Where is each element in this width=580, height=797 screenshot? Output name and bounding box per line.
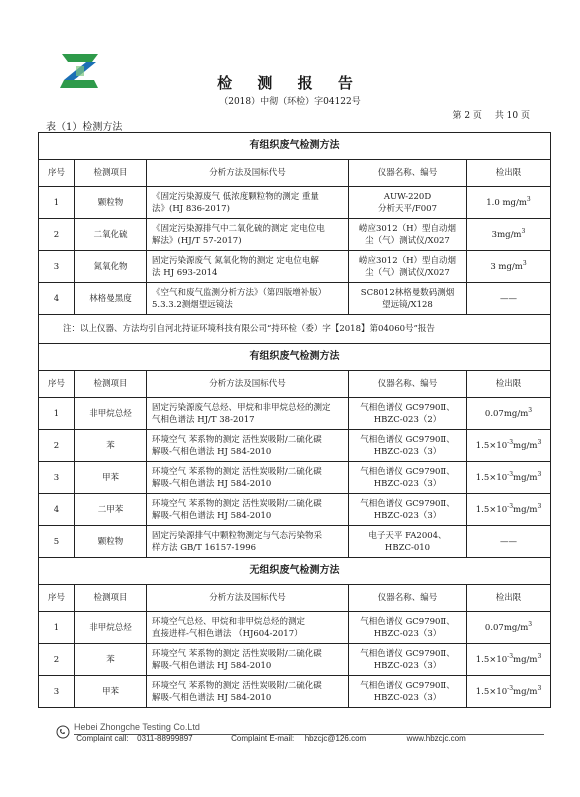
footer-contacts	[56, 734, 546, 743]
instrument-line: HBZC-023（3）	[373, 478, 442, 489]
test-item: 颗粒物	[75, 526, 147, 558]
limit-value: 1.5×10	[475, 654, 508, 665]
method-line: 解吸-气相色谱法 HJ 584-2010	[152, 510, 272, 521]
instrument-line: AUW-220D	[383, 191, 432, 202]
column-header: 序号	[39, 371, 75, 398]
instrument-line: 气相色谱仪 GC9790Ⅱ、	[360, 466, 455, 477]
method-line: 法》(HJ 836-2017)	[152, 203, 230, 214]
instrument	[349, 187, 467, 219]
method-line: 《固定污染源排气中二氧化硫的测定 定电位电	[152, 223, 325, 234]
row-number: 1	[39, 398, 75, 430]
detection-limit	[467, 676, 551, 708]
detection-limit	[467, 462, 551, 494]
analysis-method	[147, 283, 349, 315]
table-row	[39, 219, 551, 251]
methods-table	[38, 132, 551, 708]
test-item: 二甲苯	[75, 494, 147, 526]
instrument-line: HBZC-023（3）	[373, 628, 442, 639]
instrument-line: 分析天平/F007	[378, 203, 437, 214]
method-line: 环境空气 苯系物的测定 活性炭吸附/二硫化碳	[152, 434, 322, 445]
instrument-line: 气相色谱仪 GC9790Ⅱ、	[360, 616, 455, 627]
row-number: 3	[39, 251, 75, 283]
column-header: 分析方法及国标代号	[147, 371, 349, 398]
analysis-method	[147, 398, 349, 430]
detection-limit	[467, 430, 551, 462]
method-line: 解吸-气相色谱法 HJ 584-2010	[152, 478, 272, 489]
method-line: 解法》(HJ/T 57-2017)	[152, 235, 242, 246]
page-footer	[56, 722, 546, 743]
test-item: 苯	[75, 430, 147, 462]
test-item: 甲苯	[75, 462, 147, 494]
instrument	[349, 283, 467, 315]
instrument	[349, 430, 467, 462]
row-number: 2	[39, 430, 75, 462]
phone-icon	[56, 725, 70, 739]
limit-unit: mg/m	[513, 504, 538, 515]
instrument-line: 电子天平 FA2004、	[368, 530, 447, 541]
analysis-method	[147, 644, 349, 676]
detection-limit	[467, 494, 551, 526]
unit-superscript: 3	[537, 438, 542, 446]
instrument	[349, 526, 467, 558]
limit-superscript: 3	[521, 227, 526, 235]
method-line: 《空气和废气监测分析方法》（第四版增补版）	[152, 287, 327, 298]
table-row	[39, 251, 551, 283]
section-note: 注：以上仪器、方法均引自河北持证环境科技有限公司“持环检（委）字【2018】第04060号”报告	[39, 315, 551, 344]
method-line: 固定污染源排气中颗粒物测定与气态污染物采	[152, 530, 323, 541]
row-number: 4	[39, 283, 75, 315]
method-line: 环境空气 苯系物的测定 活性炭吸附/二硫化碳	[152, 680, 322, 691]
limit-value: 1.0 mg/m	[486, 197, 527, 208]
limit-unit: mg/m	[513, 686, 538, 697]
table-row	[39, 398, 551, 430]
row-number: 2	[39, 644, 75, 676]
method-line: 解吸-气相色谱法 HJ 584-2010	[152, 692, 272, 703]
instrument	[349, 398, 467, 430]
row-number: 1	[39, 187, 75, 219]
method-line: 气相色谱法 HJ/T 38-2017	[152, 414, 255, 425]
detection-limit	[467, 283, 551, 315]
limit-superscript: -3	[507, 502, 514, 510]
analysis-method	[147, 251, 349, 283]
detection-limit	[467, 187, 551, 219]
column-header: 仪器名称、编号	[349, 585, 467, 612]
method-line: 5.3.3.2测烟望远镜法	[152, 299, 233, 310]
section-title: 有组织废气检测方法	[39, 344, 551, 371]
limit-value: 1.5×10	[475, 472, 508, 483]
analysis-method	[147, 430, 349, 462]
table-row	[39, 494, 551, 526]
limit-superscript: 3	[528, 406, 533, 414]
detection-limit	[467, 612, 551, 644]
table-row	[39, 612, 551, 644]
column-header-row	[39, 585, 551, 612]
table-row	[39, 187, 551, 219]
page-info	[442, 108, 530, 121]
limit-superscript: 3	[526, 195, 531, 203]
limit-value: 0.07mg/m	[484, 408, 529, 419]
method-line: 《固定污染源废气 低浓度颗粒物的测定 重量	[152, 191, 319, 202]
instrument	[349, 251, 467, 283]
instrument-line: HBZC-023（2）	[373, 414, 442, 425]
analysis-method	[147, 612, 349, 644]
test-item: 二氧化硫	[75, 219, 147, 251]
table-row	[39, 526, 551, 558]
limit-superscript: 3	[528, 620, 533, 628]
instrument-line: 气相色谱仪 GC9790Ⅱ、	[360, 648, 455, 659]
instrument-line: 气相色谱仪 GC9790Ⅱ、	[360, 498, 455, 509]
unit-superscript: 3	[537, 470, 542, 478]
instrument-line: HBZC-023（3）	[373, 446, 442, 457]
column-header: 检出限	[467, 371, 551, 398]
detection-limit	[467, 398, 551, 430]
table-title: 表（1）检测方法	[46, 122, 123, 133]
total-pages: 共 10 页	[494, 111, 530, 121]
method-line: 环境空气 苯系物的测定 活性炭吸附/二硫化碳	[152, 498, 322, 509]
method-line: 解吸-气相色谱法 HJ 584-2010	[152, 446, 272, 457]
instrument	[349, 612, 467, 644]
analysis-method	[147, 462, 349, 494]
limit-superscript: 3	[522, 259, 527, 267]
detection-limit	[467, 251, 551, 283]
complaint-email: hbzcjc@126.com	[304, 734, 367, 743]
limit-value: 1.5×10	[475, 440, 508, 451]
limit-superscript: -3	[507, 684, 514, 692]
method-line: 样方法 GB/T 16157-1996	[152, 542, 257, 553]
column-header: 序号	[39, 160, 75, 187]
test-item: 颗粒物	[75, 187, 147, 219]
instrument	[349, 219, 467, 251]
limit-value: ——	[500, 536, 517, 547]
limit-value: 1.5×10	[475, 686, 508, 697]
note-row	[39, 315, 551, 344]
instrument-line: 崂应3012（H）型自动烟	[358, 223, 457, 234]
table-row	[39, 283, 551, 315]
instrument	[349, 494, 467, 526]
complaint-email-label: Complaint E-mail:	[231, 734, 295, 743]
table-row	[39, 644, 551, 676]
test-item: 林格曼黑度	[75, 283, 147, 315]
method-line: 解吸-气相色谱法 HJ 584-2010	[152, 660, 272, 671]
method-line: 环境空气 苯系物的测定 活性炭吸附/二硫化碳	[152, 648, 322, 659]
analysis-method	[147, 676, 349, 708]
column-header: 仪器名称、编号	[349, 371, 467, 398]
table-row	[39, 462, 551, 494]
instrument-line: 崂应3012（H）型自动烟	[358, 255, 457, 266]
row-number: 4	[39, 494, 75, 526]
unit-superscript: 3	[537, 652, 542, 660]
footer-divider	[74, 734, 544, 735]
page-number: 第 2 页	[452, 111, 482, 121]
limit-superscript: -3	[507, 652, 514, 660]
limit-unit: mg/m	[513, 440, 538, 451]
test-item: 氮氧化物	[75, 251, 147, 283]
analysis-method	[147, 526, 349, 558]
table-row	[39, 430, 551, 462]
analysis-method	[147, 187, 349, 219]
instrument-line: 气相色谱仪 GC9790Ⅱ、	[360, 402, 455, 413]
section-header-row	[39, 133, 551, 160]
method-line: 法 HJ 693-2014	[152, 267, 218, 278]
instrument-line: HBZC-010	[384, 542, 431, 553]
limit-superscript: -3	[507, 470, 514, 478]
column-header: 分析方法及国标代号	[147, 160, 349, 187]
instrument-line: HBZC-023（3）	[373, 660, 442, 671]
method-line: 固定污染源废气总烃、甲烷和非甲烷总烃的测定	[152, 402, 331, 413]
column-header-row	[39, 371, 551, 398]
column-header: 检出限	[467, 585, 551, 612]
column-header: 检测项目	[75, 371, 147, 398]
column-header: 分析方法及国标代号	[147, 585, 349, 612]
limit-value: 0.07mg/m	[484, 622, 529, 633]
limit-value: 1.5×10	[475, 504, 508, 515]
instrument-line: 望远镜/X128	[382, 299, 433, 310]
section-header-row	[39, 558, 551, 585]
limit-unit: mg/m	[513, 472, 538, 483]
instrument-line: 气相色谱仪 GC9790Ⅱ、	[360, 680, 455, 691]
section-header-row	[39, 344, 551, 371]
limit-superscript: -3	[507, 438, 514, 446]
method-line: 环境空气 苯系物的测定 活性炭吸附/二硫化碳	[152, 466, 322, 477]
instrument	[349, 462, 467, 494]
instrument	[349, 676, 467, 708]
column-header: 检出限	[467, 160, 551, 187]
row-number: 3	[39, 462, 75, 494]
limit-value: 3mg/m	[491, 229, 522, 240]
column-header: 检测项目	[75, 585, 147, 612]
column-header: 检测项目	[75, 160, 147, 187]
limit-unit: mg/m	[513, 654, 538, 665]
instrument	[349, 644, 467, 676]
company-name: Hebei Zhongche Testing Co.Ltd	[74, 722, 200, 732]
test-item: 苯	[75, 644, 147, 676]
complaint-call: 0311-88999897	[137, 734, 193, 743]
instrument-line: HBZC-023（3）	[373, 692, 442, 703]
website: www.hbzcjc.com	[406, 734, 466, 743]
limit-value: 3 mg/m	[490, 261, 523, 272]
detection-limit	[467, 219, 551, 251]
test-item: 非甲烷总烃	[75, 612, 147, 644]
method-line: 环境空气总烃、甲烷和非甲烷总烃的测定	[152, 616, 306, 627]
limit-value: ——	[500, 293, 517, 304]
test-item: 甲苯	[75, 676, 147, 708]
unit-superscript: 3	[537, 684, 542, 692]
row-number: 2	[39, 219, 75, 251]
table-row	[39, 676, 551, 708]
row-number: 5	[39, 526, 75, 558]
column-header-row	[39, 160, 551, 187]
analysis-method	[147, 219, 349, 251]
complaint-call-label: Complaint call:	[76, 734, 129, 743]
instrument-line: SC8012林格曼数码测烟	[360, 287, 455, 298]
instrument-line: 尘（气）测试仪/X027	[365, 267, 450, 278]
analysis-method	[147, 494, 349, 526]
method-line: 直接进样-气相色谱法 （HJ604-2017）	[152, 628, 303, 639]
document-number: （2018）中彻（环检）字04122号	[219, 97, 361, 107]
detection-limit	[467, 526, 551, 558]
column-header: 仪器名称、编号	[349, 160, 467, 187]
instrument-line: 气相色谱仪 GC9790Ⅱ、	[360, 434, 455, 445]
section-title: 无组织废气检测方法	[39, 558, 551, 585]
report-title: 检 测 报 告	[217, 74, 363, 92]
row-number: 1	[39, 612, 75, 644]
method-line: 固定污染源废气 氮氧化物的测定 定电位电解	[152, 255, 319, 266]
instrument-line: 尘（气）测试仪/X027	[365, 235, 450, 246]
instrument-line: HBZC-023（3）	[373, 510, 442, 521]
detection-limit	[467, 644, 551, 676]
test-item: 非甲烷总烃	[75, 398, 147, 430]
section-title: 有组织废气检测方法	[39, 133, 551, 160]
row-number: 3	[39, 676, 75, 708]
column-header: 序号	[39, 585, 75, 612]
unit-superscript: 3	[537, 502, 542, 510]
